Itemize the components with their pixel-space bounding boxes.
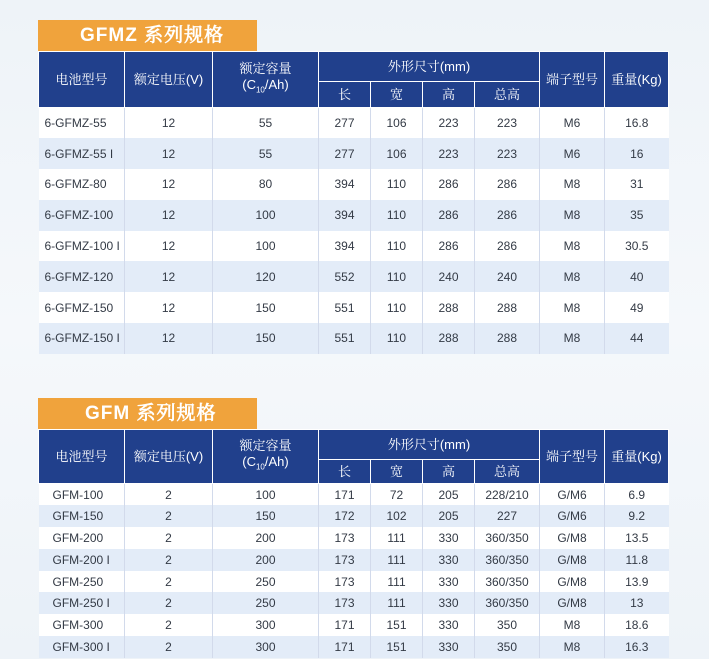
cell-width: 110 <box>371 261 423 292</box>
cell-total-height: 360/350 <box>475 527 540 549</box>
header-model: 电池型号 <box>39 52 125 108</box>
cell-height: 286 <box>423 200 475 231</box>
cell-capacity: 250 <box>213 592 319 614</box>
cell-weight: 40 <box>605 261 669 292</box>
cell-voltage: 2 <box>125 505 213 527</box>
header-total-height: 总高 <box>475 82 540 108</box>
header-width: 宽 <box>371 460 423 484</box>
cell-voltage: 12 <box>125 292 213 323</box>
cell-height: 330 <box>423 527 475 549</box>
table-row <box>39 169 669 200</box>
header-dimensions: 外形尺寸(mm) <box>319 52 540 82</box>
header-terminal: 端子型号 <box>540 52 605 108</box>
cell-width: 151 <box>371 614 423 636</box>
cell-weight: 18.6 <box>605 614 669 636</box>
section-title: GFM 系列规格 <box>38 398 257 429</box>
header-height: 高 <box>423 460 475 484</box>
cell-voltage: 12 <box>125 231 213 262</box>
cell-capacity: 150 <box>213 323 319 354</box>
header-height: 高 <box>423 82 475 108</box>
header-total-height: 总高 <box>475 460 540 484</box>
cell-height: 286 <box>423 231 475 262</box>
cell-terminal: M8 <box>540 323 605 354</box>
cell-weight: 11.8 <box>605 549 669 571</box>
cell-width: 111 <box>371 549 423 571</box>
cell-width: 111 <box>371 592 423 614</box>
cell-capacity: 100 <box>213 484 319 506</box>
spec-table <box>38 51 669 354</box>
table-row <box>39 231 669 262</box>
cell-width: 106 <box>371 138 423 169</box>
cell-voltage: 12 <box>125 169 213 200</box>
cell-length: 394 <box>319 169 371 200</box>
section-title: GFMZ 系列规格 <box>38 20 257 51</box>
cell-width: 110 <box>371 169 423 200</box>
cell-weight: 13.5 <box>605 527 669 549</box>
cell-voltage: 12 <box>125 323 213 354</box>
cell-total-height: 286 <box>475 200 540 231</box>
cell-length: 171 <box>319 636 371 658</box>
cell-width: 110 <box>371 292 423 323</box>
cell-capacity: 55 <box>213 108 319 139</box>
cell-weight: 6.9 <box>605 484 669 506</box>
cell-length: 394 <box>319 231 371 262</box>
cell-model: GFM-200 I <box>39 549 125 571</box>
cell-total-height: 360/350 <box>475 592 540 614</box>
cell-terminal: M8 <box>540 261 605 292</box>
cell-length: 172 <box>319 505 371 527</box>
header-width: 宽 <box>371 82 423 108</box>
table-row <box>39 592 669 614</box>
header-model: 电池型号 <box>39 430 125 484</box>
cell-length: 277 <box>319 138 371 169</box>
table-row <box>39 484 669 506</box>
cell-capacity: 250 <box>213 571 319 593</box>
cell-capacity: 55 <box>213 138 319 169</box>
cell-model: 6-GFMZ-150 I <box>39 323 125 354</box>
cell-terminal: M8 <box>540 292 605 323</box>
cell-total-height: 350 <box>475 636 540 658</box>
cell-total-height: 350 <box>475 614 540 636</box>
cell-model: 6-GFMZ-55 <box>39 108 125 139</box>
cell-model: GFM-250 I <box>39 592 125 614</box>
cell-voltage: 2 <box>125 636 213 658</box>
cell-height: 330 <box>423 614 475 636</box>
cell-width: 102 <box>371 505 423 527</box>
cell-capacity: 150 <box>213 292 319 323</box>
table-row <box>39 138 669 169</box>
cell-weight: 13 <box>605 592 669 614</box>
cell-length: 173 <box>319 549 371 571</box>
cell-voltage: 2 <box>125 527 213 549</box>
cell-length: 173 <box>319 592 371 614</box>
cell-total-height: 228/210 <box>475 484 540 506</box>
cell-terminal: G/M8 <box>540 549 605 571</box>
cell-length: 394 <box>319 200 371 231</box>
cell-width: 110 <box>371 231 423 262</box>
cell-capacity: 100 <box>213 231 319 262</box>
cell-weight: 49 <box>605 292 669 323</box>
cell-height: 205 <box>423 484 475 506</box>
cell-voltage: 2 <box>125 614 213 636</box>
cell-terminal: M6 <box>540 138 605 169</box>
table-row <box>39 636 669 658</box>
cell-total-height: 288 <box>475 323 540 354</box>
header-capacity: 额定容量 $(C_{10}/Ah)$ <box>213 52 319 108</box>
header-weight: 重量(Kg) <box>605 52 669 108</box>
cell-height: 288 <box>423 292 475 323</box>
cell-terminal: G/M8 <box>540 527 605 549</box>
cell-total-height: 288 <box>475 292 540 323</box>
cell-height: 223 <box>423 138 475 169</box>
cell-length: 551 <box>319 292 371 323</box>
header-voltage: 额定电压(V) <box>125 430 213 484</box>
cell-terminal: M8 <box>540 200 605 231</box>
cell-weight: 13.9 <box>605 571 669 593</box>
cell-height: 330 <box>423 592 475 614</box>
cell-weight: 16.8 <box>605 108 669 139</box>
cell-height: 286 <box>423 169 475 200</box>
table-row <box>39 527 669 549</box>
header-length: 长 <box>319 460 371 484</box>
cell-width: 110 <box>371 200 423 231</box>
table-row <box>39 200 669 231</box>
cell-total-height: 360/350 <box>475 549 540 571</box>
table-row <box>39 614 669 636</box>
cell-model: 6-GFMZ-80 <box>39 169 125 200</box>
cell-length: 277 <box>319 108 371 139</box>
cell-voltage: 2 <box>125 592 213 614</box>
cell-capacity: 80 <box>213 169 319 200</box>
cell-height: 330 <box>423 571 475 593</box>
cell-voltage: 12 <box>125 261 213 292</box>
cell-terminal: G/M8 <box>540 571 605 593</box>
table-row <box>39 571 669 593</box>
cell-capacity: 200 <box>213 549 319 571</box>
header-capacity: 额定容量 $(C_{10}/Ah)$ <box>213 430 319 484</box>
cell-model: GFM-150 <box>39 505 125 527</box>
cell-width: 106 <box>371 108 423 139</box>
cell-height: 223 <box>423 108 475 139</box>
cell-model: GFM-100 <box>39 484 125 506</box>
cell-height: 330 <box>423 636 475 658</box>
cell-model: 6-GFMZ-100 <box>39 200 125 231</box>
cell-height: 288 <box>423 323 475 354</box>
cell-terminal: G/M6 <box>540 505 605 527</box>
header-dimensions: 外形尺寸(mm) <box>319 430 540 460</box>
cell-capacity: 150 <box>213 505 319 527</box>
spec-table <box>38 429 669 658</box>
cell-model: GFM-250 <box>39 571 125 593</box>
header-terminal: 端子型号 <box>540 430 605 484</box>
header-length: 长 <box>319 82 371 108</box>
header-voltage: 额定电压(V) <box>125 52 213 108</box>
cell-terminal: M8 <box>540 614 605 636</box>
cell-total-height: 286 <box>475 231 540 262</box>
cell-total-height: 223 <box>475 138 540 169</box>
cell-length: 173 <box>319 571 371 593</box>
cell-voltage: 12 <box>125 200 213 231</box>
table-row <box>39 323 669 354</box>
cell-weight: 35 <box>605 200 669 231</box>
cell-model: GFM-300 <box>39 614 125 636</box>
cell-height: 330 <box>423 549 475 571</box>
cell-terminal: M8 <box>540 169 605 200</box>
cell-width: 72 <box>371 484 423 506</box>
cell-weight: 30.5 <box>605 231 669 262</box>
cell-model: 6-GFMZ-55 I <box>39 138 125 169</box>
cell-length: 173 <box>319 527 371 549</box>
cell-capacity: 120 <box>213 261 319 292</box>
cell-voltage: 2 <box>125 484 213 506</box>
cell-terminal: M6 <box>540 108 605 139</box>
gfm-spec-section <box>38 398 668 658</box>
cell-model: GFM-200 <box>39 527 125 549</box>
cell-length: 551 <box>319 323 371 354</box>
table-row <box>39 108 669 139</box>
table-row <box>39 549 669 571</box>
cell-terminal: G/M6 <box>540 484 605 506</box>
cell-width: 111 <box>371 527 423 549</box>
cell-voltage: 2 <box>125 549 213 571</box>
cell-total-height: 223 <box>475 108 540 139</box>
cell-height: 240 <box>423 261 475 292</box>
cell-capacity: 300 <box>213 614 319 636</box>
cell-length: 171 <box>319 614 371 636</box>
cell-model: 6-GFMZ-100 I <box>39 231 125 262</box>
gfmz-spec-section <box>38 20 668 354</box>
cell-height: 205 <box>423 505 475 527</box>
table-row <box>39 261 669 292</box>
cell-length: 171 <box>319 484 371 506</box>
cell-voltage: 12 <box>125 138 213 169</box>
cell-total-height: 360/350 <box>475 571 540 593</box>
table-row <box>39 292 669 323</box>
cell-weight: 16 <box>605 138 669 169</box>
cell-terminal: M8 <box>540 231 605 262</box>
cell-voltage: 12 <box>125 108 213 139</box>
cell-weight: 16.3 <box>605 636 669 658</box>
cell-terminal: G/M8 <box>540 592 605 614</box>
cell-total-height: 286 <box>475 169 540 200</box>
cell-model: GFM-300 I <box>39 636 125 658</box>
cell-weight: 9.2 <box>605 505 669 527</box>
cell-total-height: 227 <box>475 505 540 527</box>
cell-width: 110 <box>371 323 423 354</box>
table-row <box>39 505 669 527</box>
cell-total-height: 240 <box>475 261 540 292</box>
cell-capacity: 100 <box>213 200 319 231</box>
cell-voltage: 2 <box>125 571 213 593</box>
cell-model: 6-GFMZ-120 <box>39 261 125 292</box>
cell-length: 552 <box>319 261 371 292</box>
cell-model: 6-GFMZ-150 <box>39 292 125 323</box>
cell-weight: 31 <box>605 169 669 200</box>
header-weight: 重量(Kg) <box>605 430 669 484</box>
cell-capacity: 300 <box>213 636 319 658</box>
cell-width: 111 <box>371 571 423 593</box>
cell-width: 151 <box>371 636 423 658</box>
cell-capacity: 200 <box>213 527 319 549</box>
cell-terminal: M8 <box>540 636 605 658</box>
cell-weight: 44 <box>605 323 669 354</box>
